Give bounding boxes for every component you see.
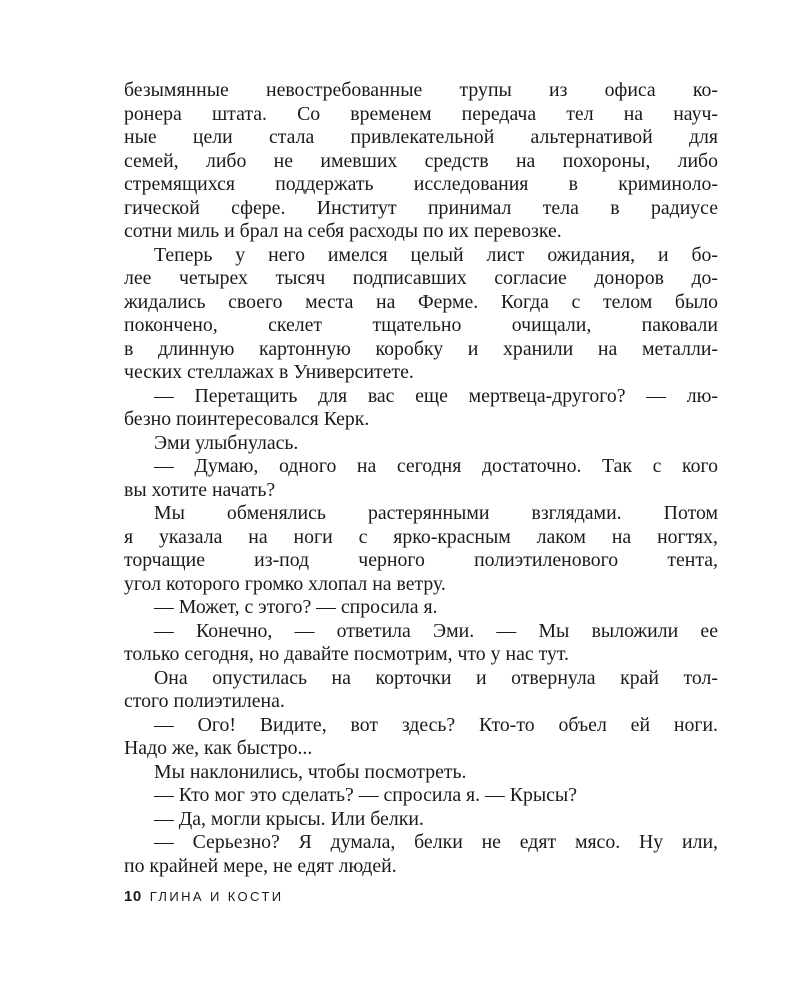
text-line: вы хотите начать?	[124, 478, 276, 501]
text-line: стремящихся поддержать исследования в криминоло-	[124, 173, 718, 195]
text-line: безно поинтересовался Керк.	[124, 408, 370, 430]
text-line: в длинную картонную коробку и хранили на металли-	[124, 337, 718, 360]
text-line: Она опустилась на корточки и отвернула край тол-	[154, 666, 718, 689]
text-line: я указала на ноги с ярко-красным лаком на ногтях,	[124, 525, 718, 548]
text-line: — Может, с этого? — спросила я.	[154, 596, 438, 618]
text-line: — Ого! Видите, вот здесь? Кто-то объел ей ноги.	[154, 713, 718, 736]
text-line: торчащие из-под черного полиэтиленового тента,	[124, 549, 718, 571]
text-line: — Да, могли крысы. Или белки.	[154, 807, 424, 830]
text-line: семей, либо не имевших средств на похороны, либо	[124, 149, 718, 172]
text-line: ронера штата. Со временем передача тел на науч-	[124, 102, 718, 125]
text-line: угол которого громко хлопал на ветру.	[124, 572, 446, 595]
page-footer	[124, 888, 283, 905]
text-line: — Серьезно? Я думала, белки не едят мясо. Ну или,	[154, 831, 718, 853]
text-line: Мы наклонились, чтобы посмотреть.	[154, 760, 467, 783]
page-number: 10	[124, 888, 142, 905]
text-line: ные цели стала привлекательной альтернативой для	[124, 126, 718, 148]
text-line: стого полиэтилена.	[124, 690, 285, 712]
body-text	[124, 79, 718, 878]
text-line: — Думаю, одного на сегодня достаточно. Так с кого	[154, 455, 718, 477]
text-line: Мы обменялись растерянными взглядами. Потом	[154, 502, 718, 524]
text-line: Надо же, как быстро...	[124, 737, 313, 759]
text-line: — Кто мог это сделать? — спросила я. — Крысы?	[154, 784, 577, 806]
running-title: ГЛИНА И КОСТИ	[149, 889, 284, 904]
text-line: — Перетащить для вас еще мертвеца-другого? — лю-	[154, 384, 718, 407]
text-line: Теперь у него имелся целый лист ожидания, и бо-	[154, 243, 718, 266]
text-line: сотни миль и брал на себя расходы по их перевозке.	[124, 220, 562, 242]
text-line: гической сфере. Институт принимал тела в радиусе	[124, 196, 718, 219]
text-line: — Конечно, — ответила Эми. — Мы выложили ее	[154, 619, 718, 642]
text-line: безымянные невостребованные трупы из офиса ко-	[124, 79, 718, 101]
book-page	[124, 79, 718, 878]
text-line: только сегодня, но давайте посмотрим, что у нас тут.	[124, 643, 569, 665]
text-line: ческих стеллажах в Университете.	[124, 361, 414, 383]
text-line: Эми улыбнулась.	[154, 431, 299, 454]
text-line: лее четырех тысяч подписавших согласие доноров до-	[124, 267, 718, 289]
text-line: жидались своего места на Ферме. Когда с телом было	[124, 290, 718, 313]
text-line: по крайней мере, не едят людей.	[124, 854, 397, 877]
text-line: покончено, скелет тщательно очищали, паковали	[124, 314, 718, 336]
